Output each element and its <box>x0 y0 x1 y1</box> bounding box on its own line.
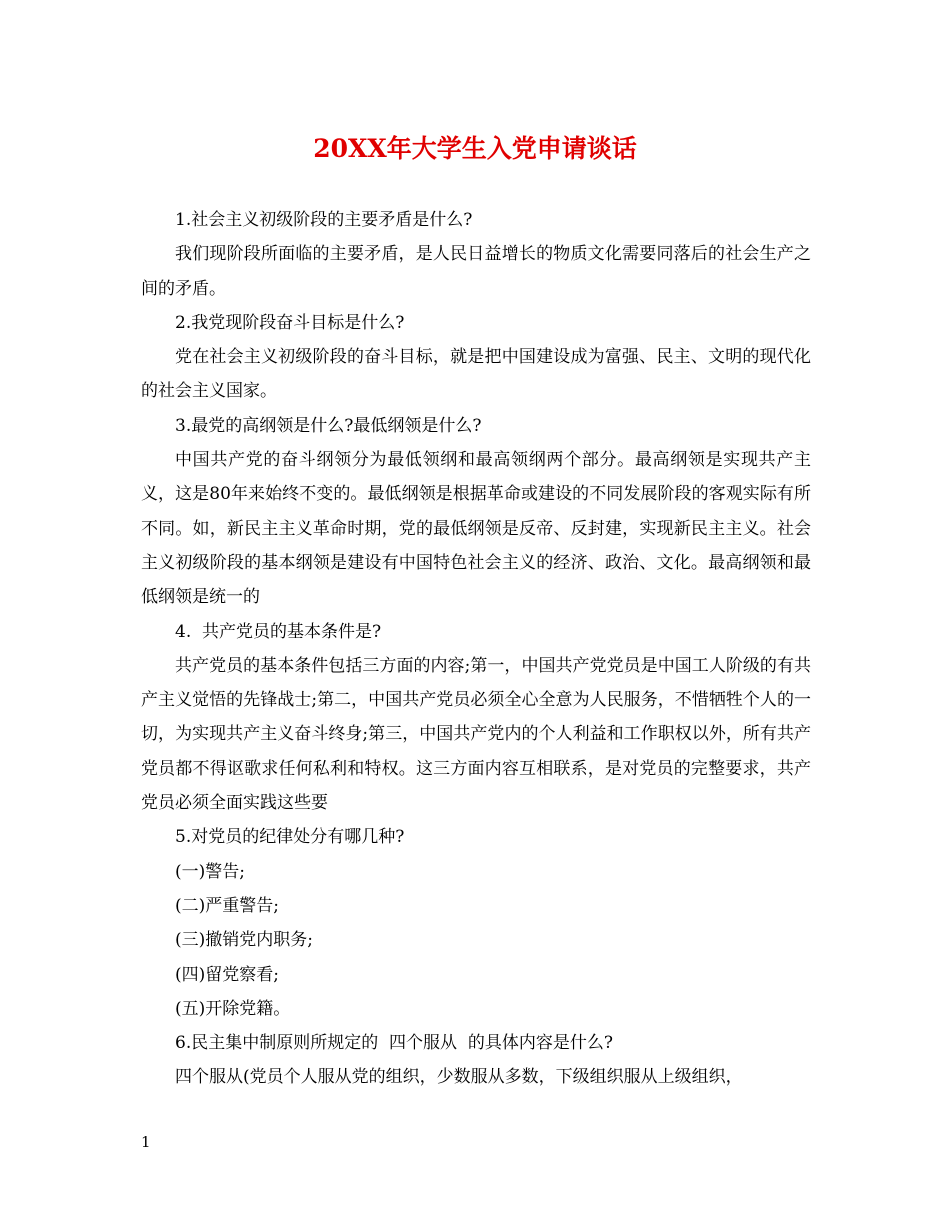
list-item: (二)严重警告; <box>175 895 279 916</box>
list-item: (一)警告; <box>175 861 245 882</box>
question-2: 2.我党现阶段奋斗目标是什么? <box>175 312 405 333</box>
document-body <box>141 203 811 1095</box>
list-item: (四)留党察看; <box>175 964 279 985</box>
page-title: 20XX年大学生入党申请谈话 <box>313 134 637 163</box>
question-1: 1.社会主义初级阶段的主要矛盾是什么? <box>175 210 473 230</box>
list-item: (三)撤销党内职务; <box>175 930 313 951</box>
page-number: 1 <box>141 1133 151 1151</box>
question-3: 3.最党的高纲领是什么?最低纲领是什么? <box>175 415 482 436</box>
answer-2: 党在社会主义初级阶段的奋斗目标，就是把中国建设成为富强、民主、文明的现代化的社会主义国家。 <box>141 347 811 402</box>
question-6: 6.民主集中制原则所规定的 四个服从 的具体内容是什么? <box>175 1033 613 1054</box>
question-5: 5.对党员的纪律处分有哪几种? <box>175 827 405 848</box>
answer-1: 我们现阶段所面临的主要矛盾，是人民日益增长的物质文化需要同落后的社会生产之间的矛盾。 <box>141 244 811 299</box>
answer-6: 四个服从(党员个人服从党的组织，少数服从多数，下级组织服从上级组织， <box>175 1067 743 1088</box>
answer-4: 共产党员的基本条件包括三方面的内容;第一，中国共产党党员是中国工人阶级的有共产主义觉悟的先锋战士;第二，中国共产党员必须全心全意为人民服务，不惜牺牲个人的一切，为实现共产主义奋斗终身;第三，中国共产党内的个人利益和工作职权以外，所有共产党员都不得讴歌求任何私利和特权。这三方面内容互相联系，是对党员的完整要求，共产党员必须全面实践这些要 <box>141 655 811 814</box>
list-item: (五)开除党籍。 <box>175 998 291 1019</box>
answer-3: 中国共产党的奋斗纲领分为最低领纲和最高领纲两个部分。最高纲领是实现共产主义，这是80年来始终不变的。最低纲领是根据革命或建设的不同发展阶段的客观实际有所不同。如，新民主主义革命时期，党的最低纲领是反帝、反封建，实现新民主主义。社会主义初级阶段的基本纲领是建设有中国特色社会主义的经济、政治、文化。最高纲领和最低纲领是统一的 <box>141 450 811 608</box>
question-4: 4. 共产党员的基本条件是? <box>175 621 382 642</box>
